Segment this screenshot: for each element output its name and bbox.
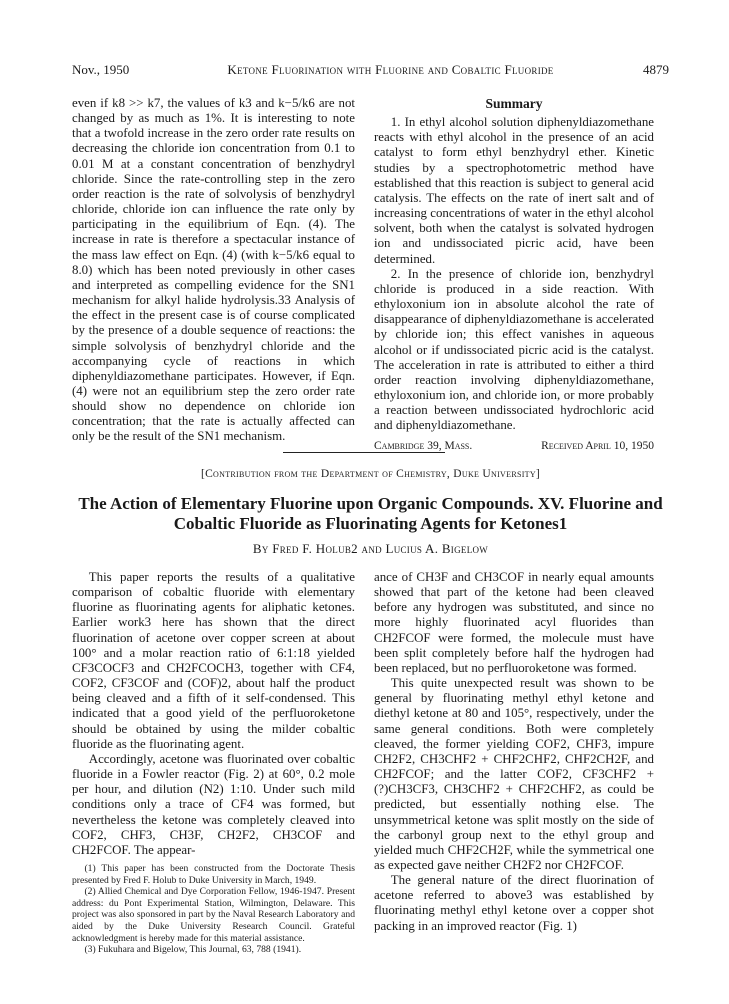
previous-article-left-column [72, 96, 355, 445]
summary-paragraph-2: 2. In the presence of chloride ion, benzhydryl chloride is produced in a side reaction. With ethyloxonium ion in absolute alcohol the rate of disappearance of diphenyldiazomethane is accelerated by chloride ion; this effect vanishes in aqueous alcohol or if undissociated picric acid is the catalyst. The acceleration in rate is attributed to either a third order reaction involving diphenyldiazomethane, ethyloxonium ion, and chloride ion, or more probably a reaction between undissociated hydrochloric acid and diphenyldiazomethane. [374, 266, 654, 433]
previous-article-paragraph: even if k8 >> k7, the values of k3 and k−5/k6 are not changed by as much as 1%. It is interesting to note that a twofold increase in the zero order rate results on decreasing the chloride ion concentration from 0.1 to 0.01 M at a constant concentration of benzhydryl chloride. Since the rate-controlling step in the zero order reaction is the rate of solvolysis of benzhydryl chloride, chloride ion can influence the rate only by participating in the equilibrium of Eqn. (4). The increase in rate is therefore a spectacular instance of the mass law effect on Eqn. (4) (with k−5/k6 equal to 8.0) which has been noted previously in other cases and interpreted as compelling evidence for the SN1 mechanism for alkyl halide hydrolysis.33 Analysis of the effect in the present case is of course complicated by the presence of a double sequence of reactions: the simple solvolysis of benzhydryl chloride and the accompanying cycle of reactions in which diphenyldiazomethane participates. However, if Eqn. (4) were not an equilibrium step the zero order rate should show no dependence on chloride ion concentration; that the rate is actually affected can only be the result of the SN1 mechanism. [72, 96, 355, 444]
received-date: Received April 10, 1950 [541, 440, 654, 453]
header-date: Nov., 1950 [72, 62, 130, 77]
article-paragraph-3: ance of CH3F and CH3COF in nearly equal amounts showed that part of the ketone had been cleaved before any hydrogen was substituted, and since no more highly fluorinated acyl fluorides than CH2FCOF were formed, the molecule must have been split completely before half the hydrogen had been replaced, but no perfluoroketone was formed. [374, 570, 654, 675]
article-left-column [72, 570, 355, 956]
summary-paragraph-1: 1. In ethyl alcohol solution diphenyldiazomethane reacts with ethyl alcohol in the presence of an acid catalyst to form ethyl benzhydryl ether. Kinetic studies by a spectrophotometric method have established that this reaction is subject to general acid catalysis. The effects on the rate of inert salt and of increasing concentrations of water in the ethyl alcohol solvent, both when the catalyst is solvated hydrogen ion and undissociated picric acid, have been determined. [374, 115, 654, 266]
header-page-number: 4879 [643, 62, 669, 77]
header-running-title: Ketone Fluorination with Fluorine and Cobaltic Fluoride [227, 62, 554, 77]
footnote-2: (2) Allied Chemical and Dye Corporation Fellow, 1946-1947. Present address: du Pont Experimental Station, Wilmington, Delaware. This project was also sponsored in part by the Naval Research Laboratory and aided by the Duke University Research Council. Grateful acknowledgment is hereby made for this material assistance. [72, 886, 355, 944]
article-title-line-2: Cobaltic Fluoride as Fluorinating Agents for Ketones1 [173, 514, 568, 533]
article-paragraph-5: The general nature of the direct fluorination of acetone referred to above3 was established by fluorinating methyl ethyl ketone over a copper shot packing in an improved reactor (Fig. 1) [374, 873, 654, 933]
summary-section [374, 96, 654, 455]
article-title [72, 494, 669, 534]
footnote-1: (1) This paper has been constructed from the Doctorate Thesis presented by Fred F. Holub to Duke University in March, 1949. [72, 862, 355, 886]
contribution-line: [Contribution from the Department of Chemistry, Duke University] [200, 468, 541, 480]
article-paragraph-1: This paper reports the results of a qualitative comparison of cobaltic fluoride with elementary fluorine as fluorinating agents for aliphatic ketones. Earlier work3 here has shown that the direct fluorination of acetone over copper screen at about 100° and a molar reaction ratio of 6:1:18 yielded CF3COCF3 and CH2FCOCH3, together with CF4, COF2, CF3COF and (COF)2, about half the product being cleaved and a fifth of it self-condensed. This indicated that a good yield of the perfluoroketone should be obtained by using the milder cobaltic fluoride as the fluorinating agent. [72, 570, 355, 751]
article-authors: By Fred F. Holub2 and Lucius A. Bigelow [252, 541, 489, 556]
article-title-line-1: The Action of Elementary Fluorine upon Organic Compounds. XV. Fluorine and [78, 494, 663, 513]
author-location: Cambridge 39, Mass. [374, 440, 473, 453]
article-paragraph-2: Accordingly, acetone was fluorinated over cobaltic fluoride in a Fowler reactor (Fig. 2) at 60°, 0.2 mole per hour, and dilution (N2) 1:10. Under such mild conditions only a trace of CF4 was formed, but nevertheless the ketone was completely cleaved into COF2, CHF3, CH3F, CH2F2, CH3COF and CH2FCOF. The appear- [72, 751, 355, 857]
running-header [72, 62, 669, 82]
footnote-3: (3) Fukuhara and Bigelow, This Journal, 63, 788 (1941). [84, 944, 302, 956]
article-right-column [374, 570, 654, 934]
article-paragraph-4: This quite unexpected result was shown to be general by fluorinating methyl ethyl ketone and diethyl ketone at 80 and 105°, respectively, under the same general conditions. Both were completely cleaved, the former yielding COF2, CHF3, impure CH2F2, CH3CHF2 + CHF2CHF2, CHF2CH2F, and CH2FCOF; and the latter COF2, CF3CHF2 + (?)CH3CF3, CH3CHF2 + CHF2CHF2, as could be predicted, but essentially nothing else. The unsymmetrical ketone was split mostly on the side of the carbonyl group next to the ethyl group and yielded much CHF2CH2F, while the symmetrical one as expected gave neither CH2F2 nor CH2FCOF. [374, 676, 654, 872]
footnotes [72, 863, 355, 956]
section-divider [283, 452, 445, 453]
summary-heading: Summary [485, 96, 543, 111]
